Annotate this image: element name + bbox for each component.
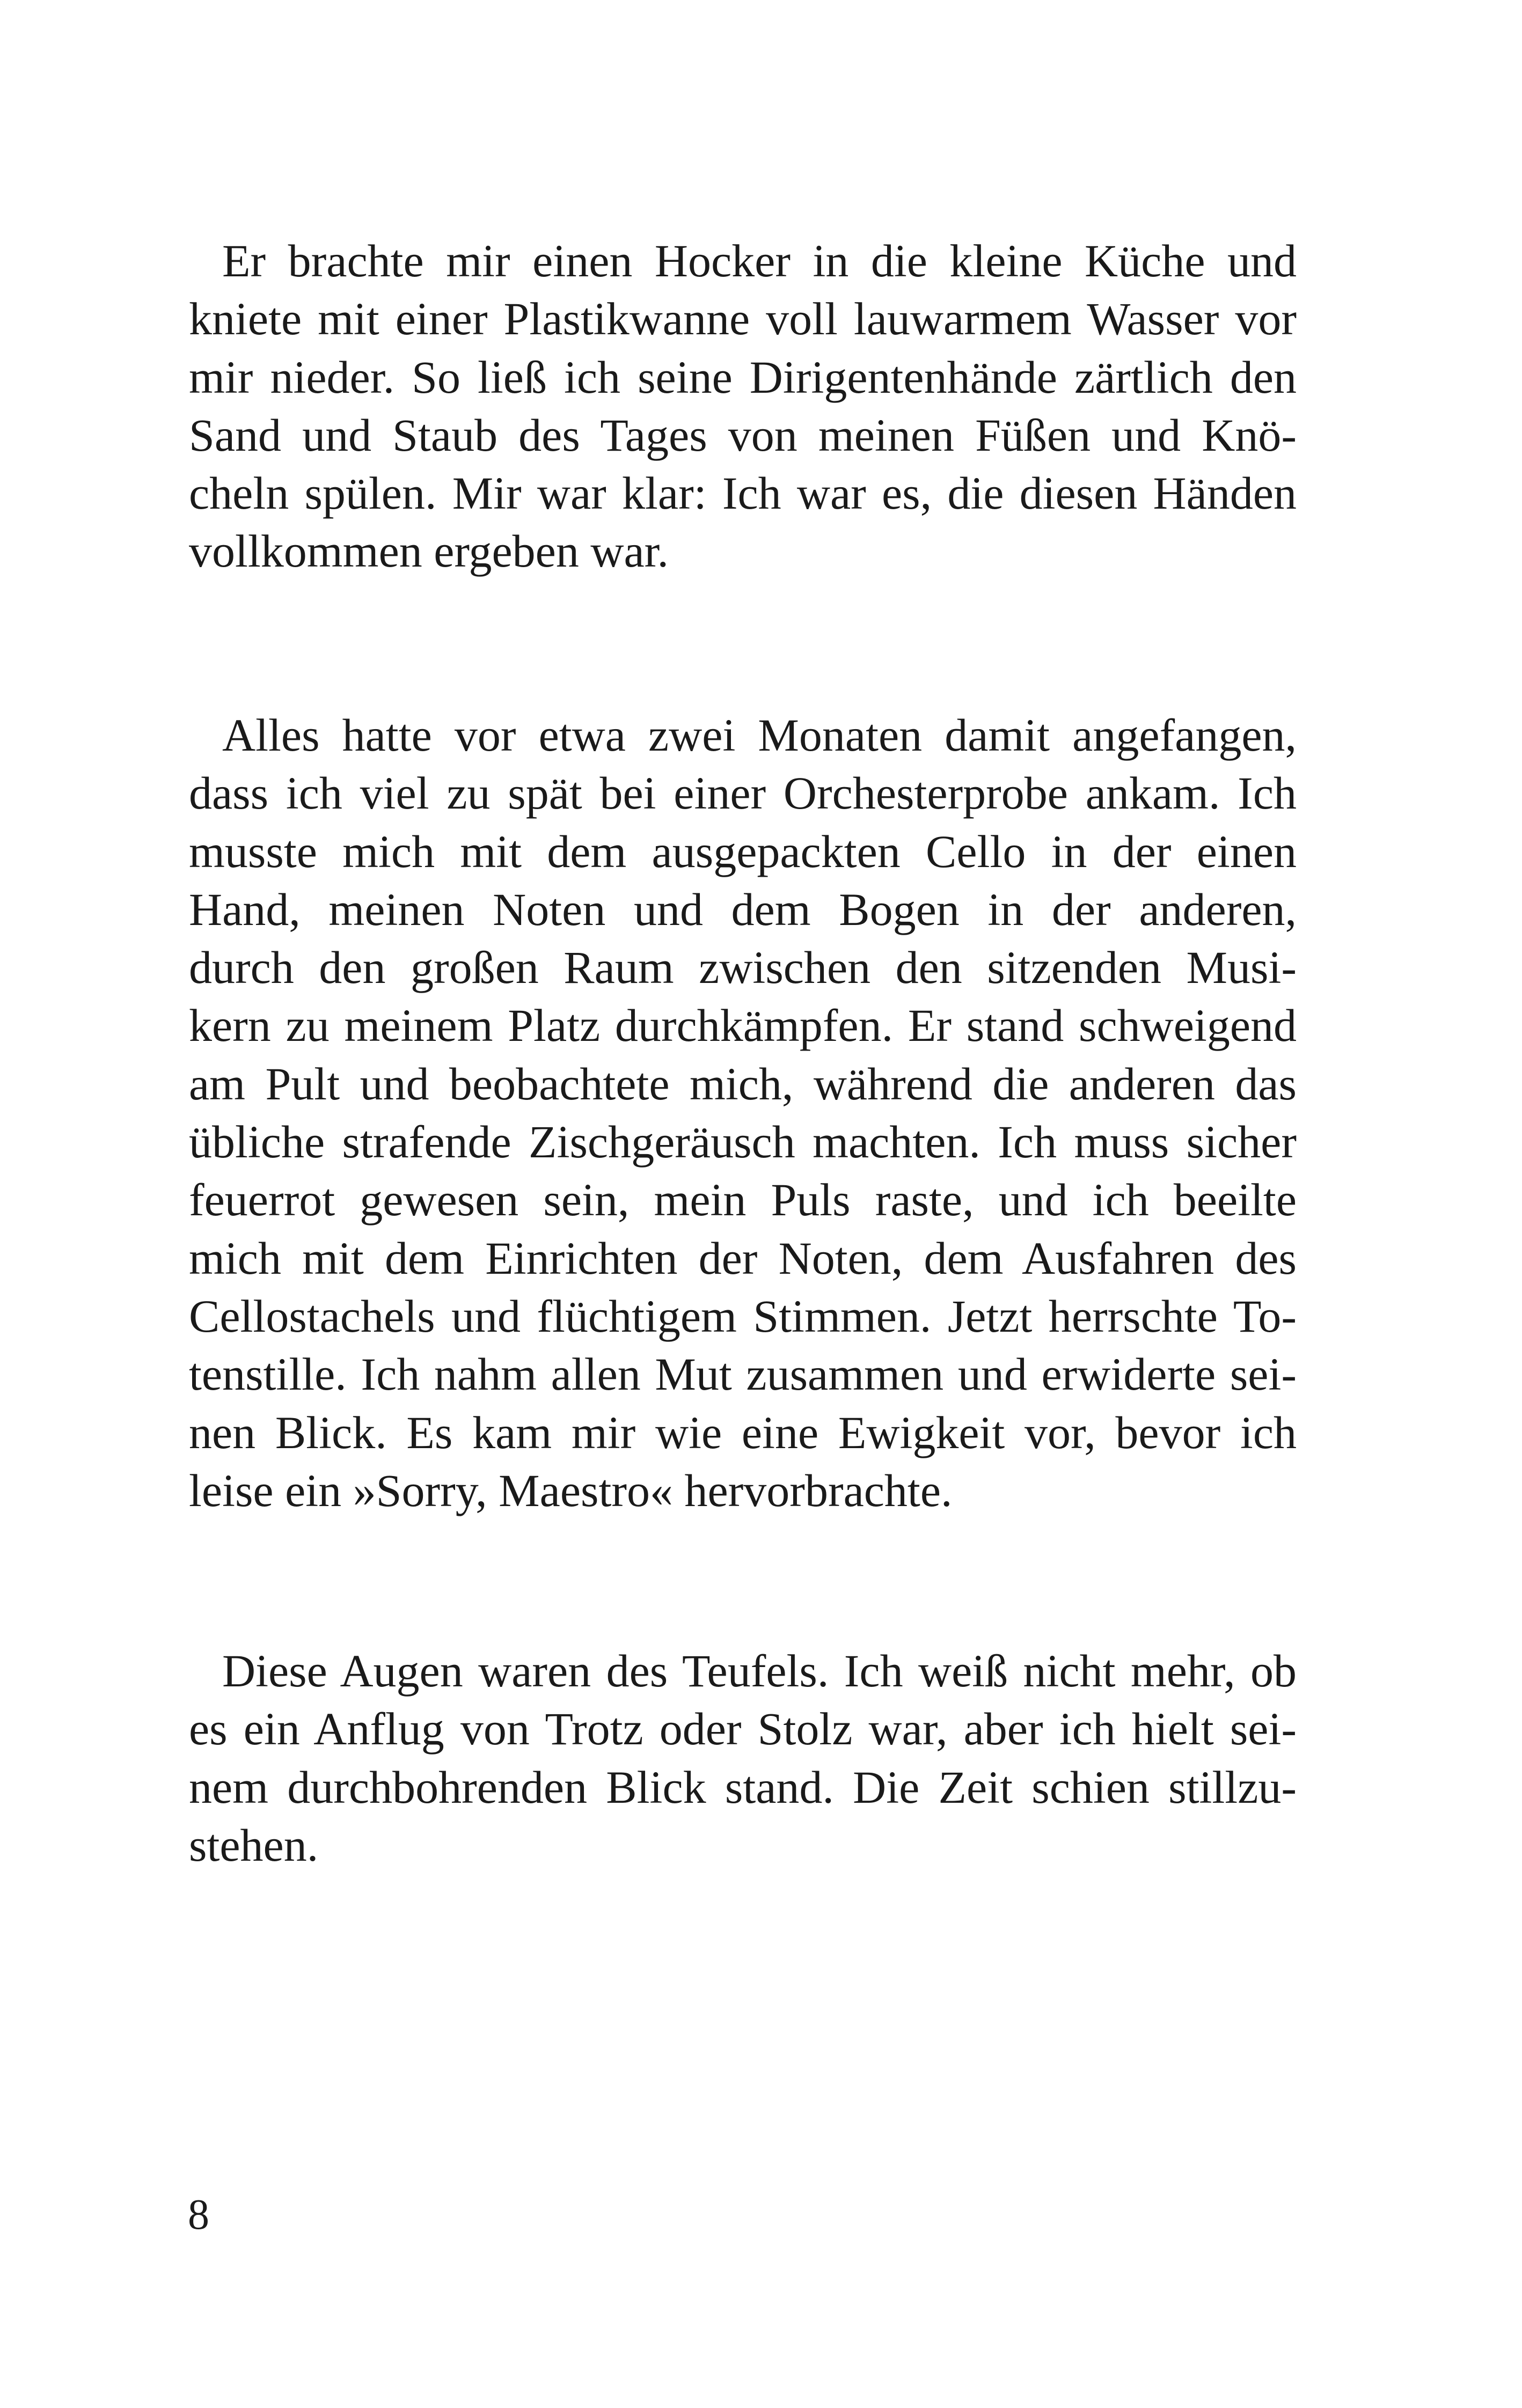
text-line: es ein Anflug von Trotz oder Stolz war, aber ich hielt sei- <box>189 1703 1297 1755</box>
paragraph <box>189 706 1297 1519</box>
text-line: mich mit dem Einrichten der Noten, dem Ausfahren des <box>189 1232 1297 1284</box>
text-line: durch den großen Raum zwischen den sitzenden Musi- <box>189 942 1297 994</box>
text-line: feuerrot gewesen sein, mein Puls raste, und ich beeilte <box>189 1174 1297 1226</box>
paragraph <box>189 1642 1297 1874</box>
text-line: leise ein »Sorry, Maestro« hervorbrachte. <box>189 1464 953 1516</box>
text-line: am Pult und beobachtete mich, während die anderen das <box>189 1058 1297 1110</box>
text-line: vollkommen ergeben war. <box>189 525 669 577</box>
text-line: mir nieder. So ließ ich seine Dirigentenhände zärtlich den <box>189 351 1297 403</box>
paragraph <box>189 232 1297 581</box>
text-line: nem durchbohrenden Blick stand. Die Zeit schien stillzu- <box>189 1761 1297 1813</box>
text-line: Alles hatte vor etwa zwei Monaten damit angefangen, <box>222 709 1297 761</box>
text-line: kniete mit einer Plastikwanne voll lauwarmem Wasser vor <box>189 293 1297 345</box>
page-number: 8 <box>188 2191 209 2238</box>
text-line: tenstille. Ich nahm allen Mut zusammen und erwiderte sei- <box>189 1348 1297 1400</box>
text-line: cheln spülen. Mir war klar: Ich war es, die diesen Händen <box>189 467 1297 519</box>
text-line: Hand, meinen Noten und dem Bogen in der anderen, <box>189 883 1297 935</box>
text-line: dass ich viel zu spät bei einer Orchesterprobe ankam. Ich <box>189 767 1297 819</box>
text-line: musste mich mit dem ausgepackten Cello in der einen <box>189 825 1297 877</box>
text-line: kern zu meinem Platz durchkämpfen. Er stand schweigend <box>189 1000 1297 1052</box>
text-line: Diese Augen waren des Teufels. Ich weiß nicht mehr, ob <box>222 1645 1297 1697</box>
text-line: übliche strafende Zischgeräusch machten. Ich muss sicher <box>189 1116 1297 1168</box>
text-line: nen Blick. Es kam mir wie eine Ewigkeit vor, bevor ich <box>189 1406 1297 1458</box>
text-line: Sand und Staub des Tages von meinen Füßen und Knö- <box>189 409 1297 461</box>
text-line: stehen. <box>189 1819 319 1871</box>
text-line: Cellostachels und flüchtigem Stimmen. Jetzt herrschte To- <box>189 1290 1297 1342</box>
text-line: Er brachte mir einen Hocker in die kleine Küche und <box>222 235 1297 287</box>
